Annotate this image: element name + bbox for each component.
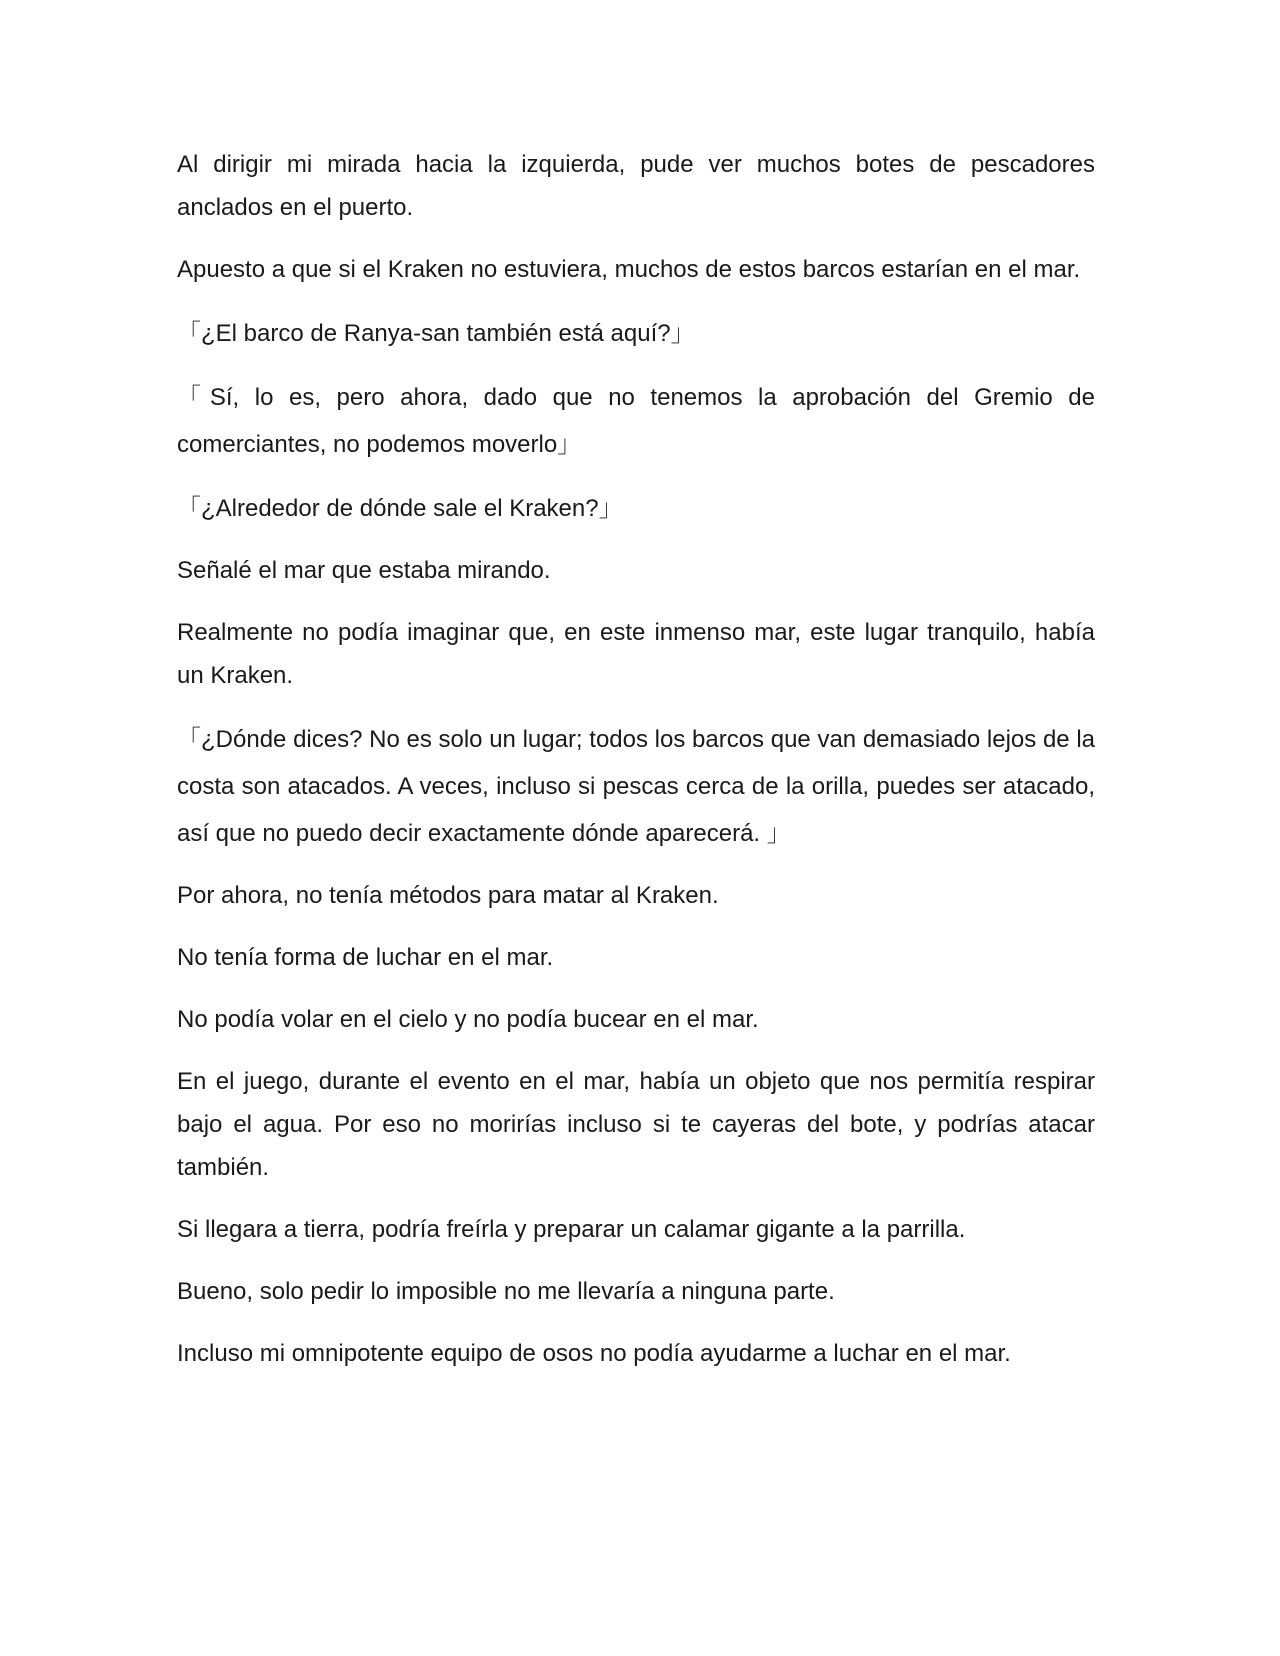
dialog-line: 「¿Dónde dices? No es solo un lugar; todos los barcos que van demasiado lejos de la costa son atacados. A veces, incluso si pescas cerca de la orilla, puedes ser atacado, así que no puedo decir exactamente dónde aparecerá. 」 [177, 726, 1095, 847]
dialog-line: 「Sí, lo es, pero ahora, dado que no tenemos la aprobación del Gremio de comerciantes, no podemos moverlo」 [177, 384, 1095, 458]
dialog-line: 「¿Alrededor de dónde sale el Kraken?」 [177, 495, 623, 522]
paragraph: Realmente no podía imaginar que, en este inmenso mar, este lugar tranquilo, había un Kraken. [177, 619, 1095, 689]
paragraph: Por ahora, no tenía métodos para matar al Kraken. [177, 882, 719, 909]
paragraph: Incluso mi omnipotente equipo de osos no podía ayudarme a luchar en el mar. [177, 1340, 1011, 1367]
paragraph: En el juego, durante el evento en el mar, había un objeto que nos permitía respirar bajo el agua. Por eso no morirías incluso si te cayeras del bote, y podrías atacar también. [177, 1068, 1095, 1181]
paragraph: Apuesto a que si el Kraken no estuviera, muchos de estos barcos estarían en el mar. [177, 256, 1081, 283]
paragraph: No podía volar en el cielo y no podía bucear en el mar. [177, 1006, 759, 1033]
document-body [177, 143, 1095, 1394]
paragraph: Al dirigir mi mirada hacia la izquierda, pude ver muchos botes de pescadores anclados en el puerto. [177, 151, 1095, 221]
paragraph: Señalé el mar que estaba mirando. [177, 557, 551, 584]
paragraph: No tenía forma de luchar en el mar. [177, 944, 554, 971]
paragraph: Bueno, solo pedir lo imposible no me llevaría a ninguna parte. [177, 1278, 835, 1305]
dialog-line: 「¿El barco de Ranya-san también está aquí?」 [177, 320, 695, 347]
paragraph: Si llegara a tierra, podría freírla y preparar un calamar gigante a la parrilla. [177, 1216, 966, 1243]
